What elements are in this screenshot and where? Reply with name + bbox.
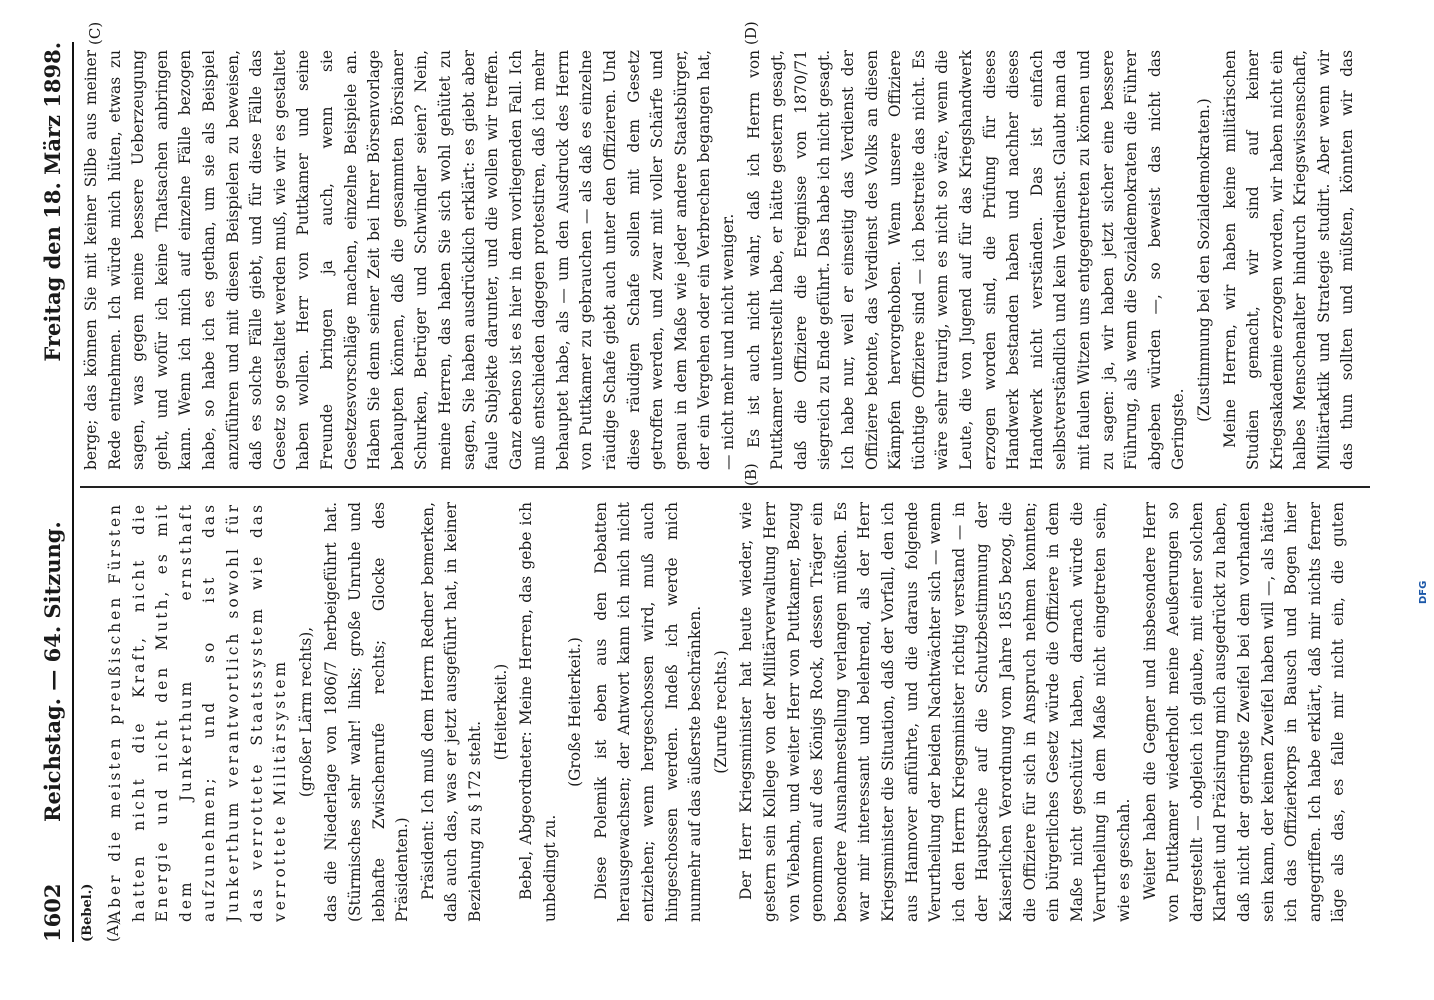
paragraph: (Zustimmung bei den Sozialdemokraten.)	[1194, 98, 1213, 422]
page-number: 1602	[40, 883, 65, 942]
margin-letter-a: (A)	[104, 919, 122, 942]
paragraph: Präsident: Ich muß dem Herrn Redner bemerken, daß auch das, was er jetzt ausgeführt hat, in keiner Beziehung zu § 172 steht.	[418, 502, 484, 922]
column-divider	[80, 486, 1370, 488]
margin-letter-c: (C)	[86, 21, 104, 45]
margin-letter-b: (B)	[742, 463, 760, 486]
paragraph: Es ist auch nicht wahr, daß ich Herrn von Puttkamer unterstellt habe, er hätte gestern gesagt, daß die Offiziere die Ereignisse von 1870/71 siegreich zu Ende geführt. Das habe ich nicht gesagt. Ich habe nur, weil er einseitig das Verdienst der Offiziere betonte, das Verdienst des Volks an diesen Kämpfen hervorgehoben. Wenn unsere Offiziere tüchtige Offiziere sind — ich bestreite das nicht. Es wäre sehr traurig, wenn es nicht so wäre, wenn die Leute, die von Jugend auf für das Kriegshandwerk erzogen worden sind, die Prüfung für dieses Handwerk bestanden haben und nachher dieses Handwerk nicht verständen. Das ist einfach selbstverständlich und kein Verdienst. Glaubt man da mit faulen Witzen uns entgegentreten zu können und zu sagen: ja, wir haben jetzt sicher eine bessere Führung, als wenn die Sozialdemokraten die Führer abgeben würden —, so beweist das nicht das Geringste.	[744, 50, 1188, 470]
paragraph: (Zurufe rechts.)	[711, 650, 730, 774]
session-date: Freitag den 18. März 1898.	[40, 42, 65, 362]
text-column-left	[104, 502, 1354, 922]
paragraph: Der Herr Kriegsminister hat heute wieder, wie gestern sein Kollege von der Militärverwaltung Herr von Viebahn, und weiter Herr von Puttkamer, Bezug genommen auf des Königs Rock, dessen Träger ein besondere Ausnahmestellung verlangen müßten. Es war mir interessant und belehrend, als der Herr Kriegsminister die Situation, daß der Vorfall, den ich aus Hannover anführte, und die daraus folgende Verurtheilung der beiden Nachtwächter sich — wenn ich den Herrn Kriegsminister richtig verstand — in der Hauptsache auf die Schutzbestimmung der Kaiserlichen Verordnung vom Jahre 1855 bezog, die die Offiziere für sich in Anspruch nehmen konnten; ein bürgerliches Gesetz würde die Offiziere in dem Maße nicht geschützt haben, darnach würde die Verurtheilung in dem Maße nicht eingetreten sein, wie es geschah.	[737, 502, 1133, 922]
margin-letter-d: (D)	[742, 21, 760, 45]
page-header	[36, 42, 74, 942]
paragraph: (Große Heiterkeit.)	[566, 637, 585, 787]
speaker-label: (Bebel.)	[80, 883, 95, 942]
session-title: Reichstag. — 64. Sitzung.	[40, 521, 65, 822]
text-column-right	[80, 50, 1360, 470]
paragraph: (Heiterkeit.)	[491, 663, 510, 761]
dfg-logo: DFG	[1418, 580, 1429, 604]
paragraph: Diese Polemik ist eben aus den Debatten herausgewachsen; der Antwort kann ich mich nicht entziehen; wenn hergeschossen wird, muß auch hingeschossen werden. Indeß ich werde mich nunmehr auf das äußerste beschränken.	[591, 502, 705, 922]
paragraph: Aber die meisten preußischen Fürsten hatten nicht die Kraft, nicht die Energie und nicht den Muth, es mit dem Junkerthum ernsthaft aufzunehmen; und so ist das Junkerthum verantwortlich sowohl für das verrottete Staatssystem wie das verrottete Militärsystem	[106, 502, 290, 922]
paragraph: (großer Lärm rechts),	[296, 626, 315, 798]
paragraph: Weiter haben die Gegner und insbesondere Herr von Puttkamer wiederholt meine Aeußerungen so dargestellt — obgleich ich glaube, mit einer solchen Klarheit und Präzisirung mich ausgedrückt zu haben, daß nicht der geringste Zweifel bei dem vorhanden sein kann, der keinen Zweifel haben will —, als hätte ich das Offizierkorps in Bausch und Bogen hier angegriffen. Ich habe erklärt, daß mir nichts ferner läge als das, es falle mir nicht ein, die guten	[1140, 502, 1348, 922]
paragraph: berge; das können Sie mit keiner Silbe aus meiner Rede entnehmen. Ich würde mich hüten, etwas zu sagen, was gegen meine bessere Ueberzeugung geht, und wofür ich keine Thatsachen anbringen kann. Wenn ich mich auf einzelne Fälle bezogen habe, so habe ich es gethan, um sie als Beispiel anzuführen und mit diesen Beispielen zu beweisen, daß es solche Fälle giebt, und für diese Fälle das Gesetz so gestaltet werden muß, wie wir es gestaltet haben wollen. Herr von Puttkamer und seine Freunde bringen ja auch, wenn sie Gesetzesvorschläge machen, einzelne Beispiele an. Haben Sie denn seiner Zeit bei Ihrer Börsenvorlage behaupten können, daß die gesammten Börsianer Schurken, Betrüger und Schwindler seien? Nein, meine Herren, das haben Sie sich wohl gehütet zu sagen, Sie haben ausdrücklich erklärt: es giebt aber faule Subjekte darunter, und die wollen wir treffen. Ganz ebenso ist es hier in dem vorliegenden Fall. Ich muß entschieden dagegen protestiren, daß ich mehr behauptet habe, als — um den Ausdruck des Herrn von Puttkamer zu gebrauchen — als daß es einzelne räudige Schafe giebt auch unter den Offizieren. Und diese räudigen Schafe sollen mit dem Gesetz getroffen werden, und zwar mit voller Schärfe und genau in dem Maße wie jeder andere Staatsbürger, der ein Vergehen oder ein Verbrechen begangen hat, — nicht mehr und nicht weniger.	[82, 50, 738, 470]
paragraph: das die Niederlage von 1806/7 herbeigeführt hat. (Stürmisches sehr wahr! links; große Unruhe und lebhafte Zwischenrufe rechts; Glocke des Präsidenten.)	[322, 502, 412, 922]
digitization-sidenote	[1398, 6, 1428, 606]
paragraph: Bebel, Abgeordneter: Meine Herren, das gebe ich unbedingt zu.	[517, 502, 559, 922]
paragraph: Meine Herren, wir haben keine militärischen Studien gemacht, wir sind auf keiner Kriegsakademie erzogen worden, wir haben nicht ein halbes Menschenalter hindurch Kriegswissenschaft, Militärtaktik und Strategie studirt. Aber wenn wir das thun sollten und müßten, könnten wir das	[1220, 50, 1357, 470]
